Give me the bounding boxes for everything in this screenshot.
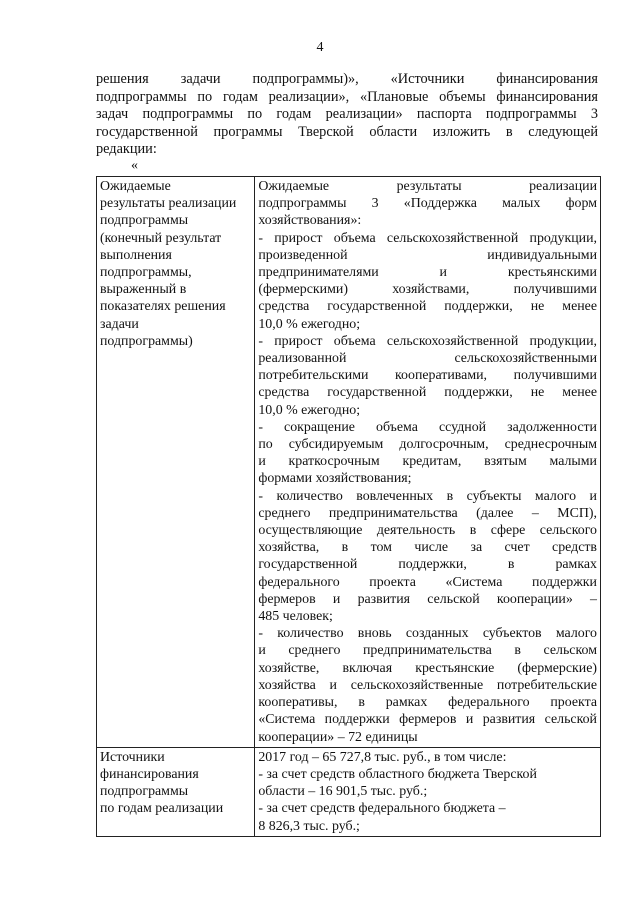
cell-line: произведенной индивидуальными	[258, 247, 597, 263]
cell-line: средства государственной поддержки, не менее	[258, 385, 597, 401]
cell-line: 8 826,3 тыс. руб.;	[258, 818, 360, 834]
cell-line: 10,0 % ежегодно;	[258, 402, 361, 418]
cell-line: подпрограммы)	[100, 333, 193, 349]
cell-line: показателях решения	[100, 299, 226, 315]
cell-line: государственной поддержки, в рамках	[258, 557, 597, 573]
cell-line: хозяйстве, включая крестьянские (фермерские)	[258, 660, 597, 676]
cell-line: 485 человек;	[258, 609, 333, 625]
cell-line: кооперации» – 72 единицы	[258, 729, 418, 745]
table-row-financing-sources	[97, 747, 601, 836]
row-value-financing-sources	[255, 747, 601, 836]
cell-line: потребительскими кооперативами, получившими	[258, 368, 597, 384]
cell-line: кооперативы, в рамках федерального проекта	[258, 695, 597, 711]
cell-line: и среднего предпринимательства в сельском	[258, 643, 597, 659]
cell-line: средства государственной поддержки, не менее	[258, 299, 597, 315]
cell-line: по субсидируемым долгосрочным, среднесрочным	[258, 437, 597, 453]
cell-line: (фермерскими) хозяйствами, получившими	[258, 282, 597, 298]
cell-line: осуществляющие деятельность в сфере сельского	[258, 523, 597, 539]
cell-line: и краткосрочным кредитам, взятым малыми	[258, 454, 597, 470]
row-label-expected-results	[97, 177, 255, 748]
cell-line: Источники	[100, 749, 165, 765]
cell-line: подпрограммы 3 «Поддержка малых форм	[258, 196, 597, 212]
table-row-expected-results	[97, 177, 601, 748]
cell-line: - за счет средств федерального бюджета –	[258, 801, 506, 817]
cell-line: финансирования	[100, 766, 199, 782]
cell-line: - за счет средств областного бюджета Тверской	[258, 766, 537, 782]
cell-line: выраженный в	[100, 282, 187, 298]
cell-line: выполнения	[100, 247, 172, 263]
intro-line: задач подпрограммы по годам реализации» паспорта подпрограммы 3	[96, 106, 598, 122]
cell-line: - количество вовлеченных в субъекты малого и	[258, 488, 597, 504]
cell-line: - сокращение объема ссудной задолженности	[258, 419, 597, 435]
cell-line: предпринимателями и крестьянскими	[258, 265, 597, 281]
cell-line: Ожидаемые	[100, 179, 171, 194]
cell-line: области – 16 901,5 тыс. руб.;	[258, 784, 428, 800]
intro-line: государственной программы Тверской области изложить в следующей	[96, 123, 598, 140]
intro-paragraph	[96, 71, 598, 159]
page-number: 4	[316, 40, 324, 55]
cell-line: хозяйства и сельскохозяйственные потребительские	[258, 677, 597, 693]
cell-line: федерального проекта «Система поддержки	[258, 574, 597, 590]
cell-line: по годам реализации	[100, 801, 224, 817]
cell-line: (конечный результат	[100, 230, 222, 246]
cell-line: подпрограммы	[100, 784, 189, 800]
cell-line: Ожидаемые результаты реализации	[258, 179, 597, 194]
cell-line: - количество вновь созданных субъектов малого	[258, 626, 597, 642]
passport-table	[96, 176, 601, 837]
cell-line: среднего предпринимательства (далее – МСП),	[258, 505, 597, 521]
cell-line: задачи	[100, 316, 139, 332]
cell-line: фермеров и развития сельской кооперации» –	[258, 591, 597, 607]
cell-line: - прирост объема сельскохозяйственной продукции,	[258, 333, 597, 349]
row-label-financing-sources	[97, 747, 255, 836]
intro-line: решения задачи подпрограммы)», «Источники финансирования	[96, 71, 598, 87]
opening-quote: «	[131, 158, 138, 173]
row-value-expected-results	[255, 177, 601, 748]
cell-line: подпрограммы,	[100, 265, 192, 281]
cell-line: хозяйства, в том числе за счет средств	[258, 540, 597, 556]
cell-line: - прирост объема сельскохозяйственной продукции,	[258, 230, 597, 246]
intro-line: подпрограммы по годам реализации», «Плановые объемы финансирования	[96, 88, 598, 105]
cell-line: «Система поддержки фермеров и развития сельской	[258, 712, 597, 728]
cell-line: результаты реализации	[100, 196, 237, 212]
cell-line: 10,0 % ежегодно;	[258, 316, 361, 332]
cell-line: подпрограммы	[100, 213, 189, 229]
intro-line: редакции:	[96, 141, 157, 157]
cell-line: 2017 год – 65 727,8 тыс. руб., в том числе:	[258, 749, 507, 765]
cell-line: формами хозяйствования;	[258, 471, 412, 487]
cell-line: хозяйствования»:	[258, 213, 362, 229]
cell-line: реализованной сельскохозяйственными	[258, 351, 597, 367]
